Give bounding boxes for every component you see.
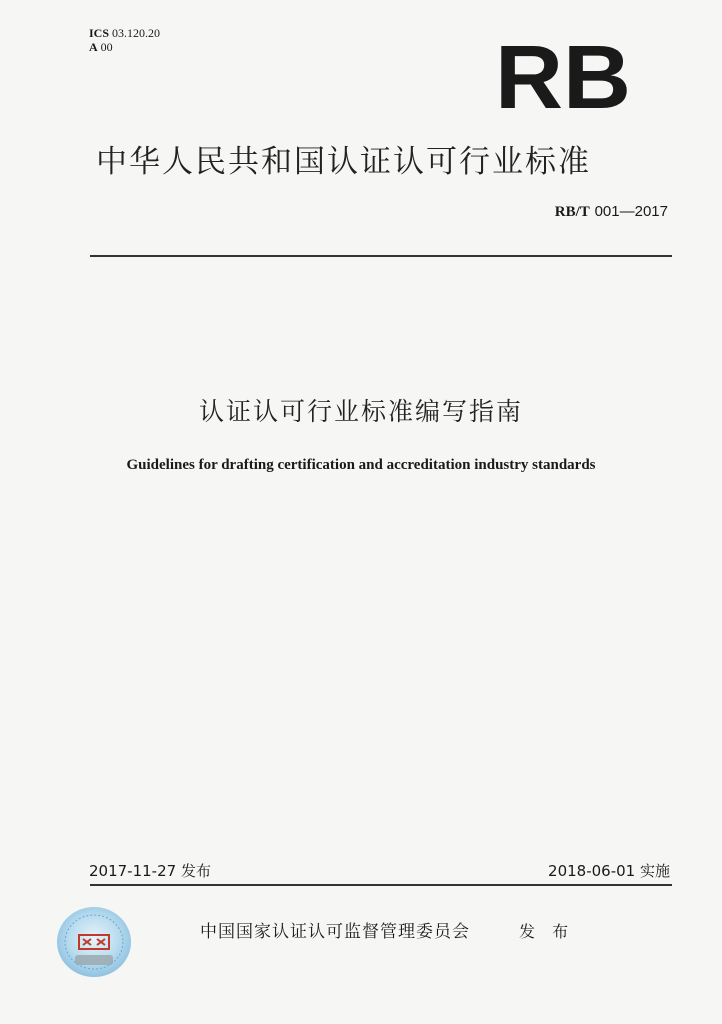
ics-code: 03.120.20 — [112, 26, 161, 40]
standard-year-number: 001—2017 — [594, 203, 668, 220]
ics-line — [89, 26, 160, 40]
ccs-line — [89, 40, 160, 54]
document-title-en: Guidelines for drafting certification and accreditation industry standards — [126, 457, 596, 473]
ccs-code: 00 — [100, 40, 113, 54]
anti-counterfeit-seal — [55, 905, 133, 979]
top-divider — [90, 255, 672, 257]
ccs-label: A — [89, 40, 98, 54]
publisher-name: 中国国家认证认可监督管理委员会 — [200, 922, 470, 942]
document-title-zh: 认证认可行业标准编写指南 — [198, 397, 523, 426]
publish-label: 发 布 — [519, 922, 575, 941]
classification-codes — [89, 26, 160, 54]
rb-logo — [494, 42, 632, 110]
ics-label: ICS — [89, 26, 110, 40]
issue-date: 2017-11-27 发布 — [89, 862, 211, 880]
rb-logo-text: RB — [495, 42, 631, 110]
industry-standard-title: 中华人民共和国认证认可行业标准 — [96, 144, 591, 180]
standard-code: RB/T — [554, 204, 590, 220]
bottom-divider — [90, 884, 672, 886]
standard-number — [555, 202, 668, 221]
implementation-date: 2018-06-01 实施 — [548, 862, 670, 880]
